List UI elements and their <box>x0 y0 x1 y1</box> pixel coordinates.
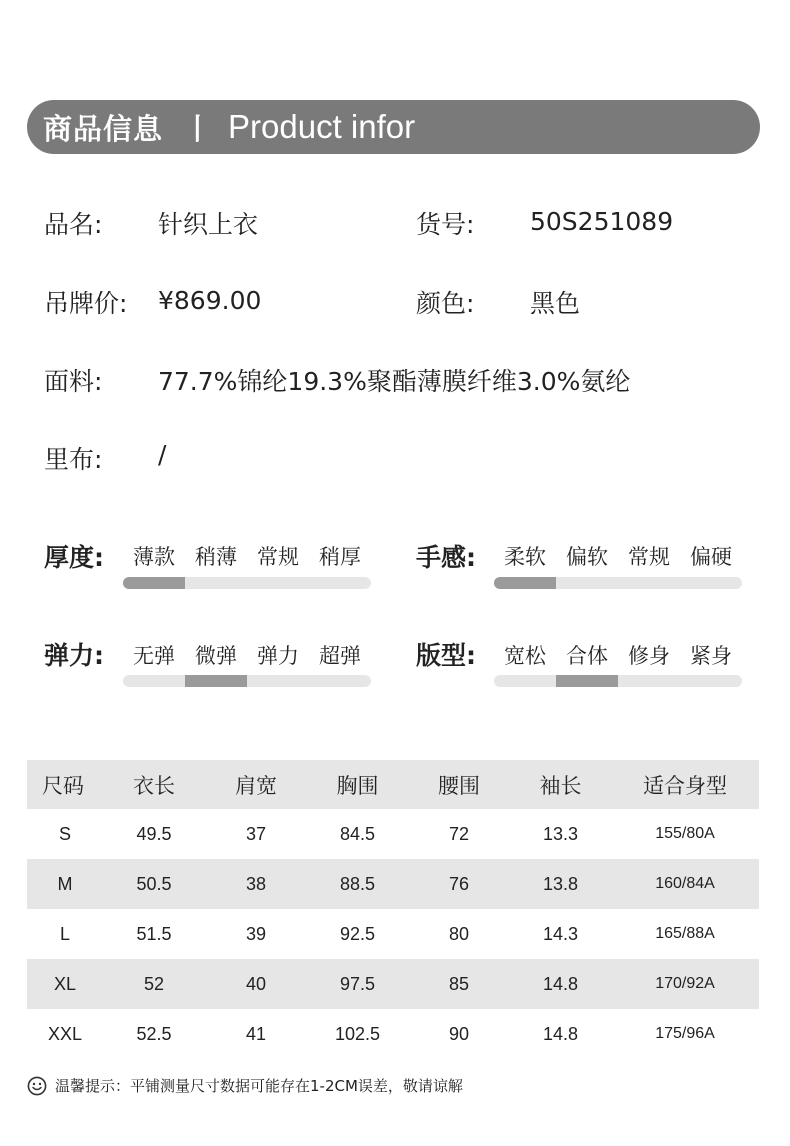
attr-thickness-indicator <box>123 577 185 589</box>
table-row <box>27 859 759 909</box>
table-cell: 72 <box>448 823 470 844</box>
attr-elasticity-track <box>123 675 371 687</box>
table-cell: 52 <box>103 959 205 1009</box>
name-value: 针织上衣 <box>158 210 259 239</box>
table-header: 腰围 <box>408 760 510 809</box>
attr-handfeel-track <box>494 577 742 589</box>
table-header: 适合身型 <box>611 760 759 809</box>
attr-fit-label: 版型: <box>416 641 476 670</box>
table-cell: 37 <box>245 823 267 844</box>
table-cell: 170/92A <box>611 959 759 1009</box>
table-cell-size: XXL <box>47 1023 83 1044</box>
attr-handfeel-option: 常规 <box>628 545 670 569</box>
lining-value: / <box>158 440 167 469</box>
attr-fit-option: 宽松 <box>504 644 546 668</box>
banner-title-cn: 商品信息 <box>43 111 164 146</box>
table-cell: 13.8 <box>510 859 611 909</box>
table-cell: 84.5 <box>339 823 376 844</box>
attr-elasticity-label: 弹力: <box>44 641 104 670</box>
table-cell: 160/84A <box>611 859 759 909</box>
note-text: 温馨提示：平铺测量尺寸数据可能存在1-2CM误差，敬请谅解 <box>55 1077 463 1095</box>
color-label: 颜色: <box>416 289 475 318</box>
table-cell: 88.5 <box>307 859 408 909</box>
table-cell: 51.5 <box>136 923 172 944</box>
table-cell: 38 <box>205 859 307 909</box>
table-cell: 76 <box>408 859 510 909</box>
attr-elasticity-option: 弹力 <box>257 644 299 668</box>
banner-separator: 丨 <box>183 111 213 146</box>
attr-handfeel-option: 偏软 <box>566 545 608 569</box>
table-row <box>27 1009 759 1059</box>
sku-label: 货号: <box>416 210 475 239</box>
table-cell-size: M <box>27 859 103 909</box>
attr-thickness-option: 稍厚 <box>319 545 361 569</box>
table-header: 胸围 <box>307 760 408 809</box>
price-value: ¥869.00 <box>158 286 262 315</box>
measurement-note <box>27 1075 463 1096</box>
name-label: 品名: <box>44 210 103 239</box>
table-cell: 92.5 <box>339 923 376 944</box>
table-cell: 90 <box>448 1023 470 1044</box>
table-cell: 39 <box>245 923 267 944</box>
table-header: 肩宽 <box>205 760 307 809</box>
fabric-value: 77.7%锦纶19.3%聚酯薄膜纤维3.0%氨纶 <box>158 367 631 396</box>
table-cell: 40 <box>205 959 307 1009</box>
table-cell: 97.5 <box>307 959 408 1009</box>
table-cell: 52.5 <box>136 1023 172 1044</box>
table-cell-size: L <box>59 923 70 944</box>
sku-value: 50S251089 <box>530 207 674 236</box>
smile-icon <box>27 1076 47 1096</box>
table-cell: 14.8 <box>510 959 611 1009</box>
size-table <box>27 760 759 1059</box>
attr-thickness-option: 薄款 <box>133 545 175 569</box>
lining-label: 里布: <box>44 445 103 474</box>
table-header: 袖长 <box>510 760 611 809</box>
attr-fit-option: 紧身 <box>690 644 732 668</box>
attr-fit-option: 合体 <box>566 644 608 668</box>
table-header: 尺码 <box>27 760 103 809</box>
price-label: 吊牌价: <box>44 289 128 318</box>
attr-thickness-track <box>123 577 371 589</box>
attr-handfeel-option: 偏硬 <box>690 545 732 569</box>
table-cell: 41 <box>245 1023 267 1044</box>
banner-title-en: Product infor <box>228 108 416 145</box>
attr-handfeel-indicator <box>494 577 556 589</box>
attr-thickness-option: 稍薄 <box>195 545 237 569</box>
fabric-label: 面料: <box>44 367 103 396</box>
attr-fit-indicator <box>556 675 618 687</box>
table-header: 衣长 <box>103 760 205 809</box>
attr-thickness-option: 常规 <box>257 545 299 569</box>
section-banner <box>27 100 760 154</box>
attr-handfeel-label: 手感: <box>416 543 476 572</box>
table-cell: 85 <box>408 959 510 1009</box>
attr-fit-option: 修身 <box>628 644 670 668</box>
attr-elasticity-indicator <box>185 675 247 687</box>
table-cell: 49.5 <box>136 823 172 844</box>
table-cell: 50.5 <box>103 859 205 909</box>
attr-handfeel-option: 柔软 <box>504 545 546 569</box>
table-header-row <box>27 760 759 809</box>
table-cell: 175/96A <box>655 1025 715 1042</box>
table-cell-size: S <box>58 823 71 844</box>
attr-fit-track <box>494 675 742 687</box>
table-cell: 13.3 <box>542 823 579 844</box>
table-cell: 102.5 <box>334 1023 381 1044</box>
table-row <box>27 809 759 859</box>
table-cell: 14.3 <box>542 923 579 944</box>
table-cell: 14.8 <box>542 1023 579 1044</box>
attr-elasticity-option: 无弹 <box>133 644 175 668</box>
color-value: 黑色 <box>530 289 581 318</box>
attr-elasticity-option: 超弹 <box>319 644 361 668</box>
table-cell-size: XL <box>27 959 103 1009</box>
table-cell: 80 <box>448 923 470 944</box>
attr-thickness-label: 厚度: <box>44 543 104 572</box>
table-cell: 165/88A <box>655 925 715 942</box>
attr-elasticity-option: 微弹 <box>195 644 237 668</box>
table-row <box>27 959 759 1009</box>
table-cell: 155/80A <box>655 825 715 842</box>
table-row <box>27 909 759 959</box>
